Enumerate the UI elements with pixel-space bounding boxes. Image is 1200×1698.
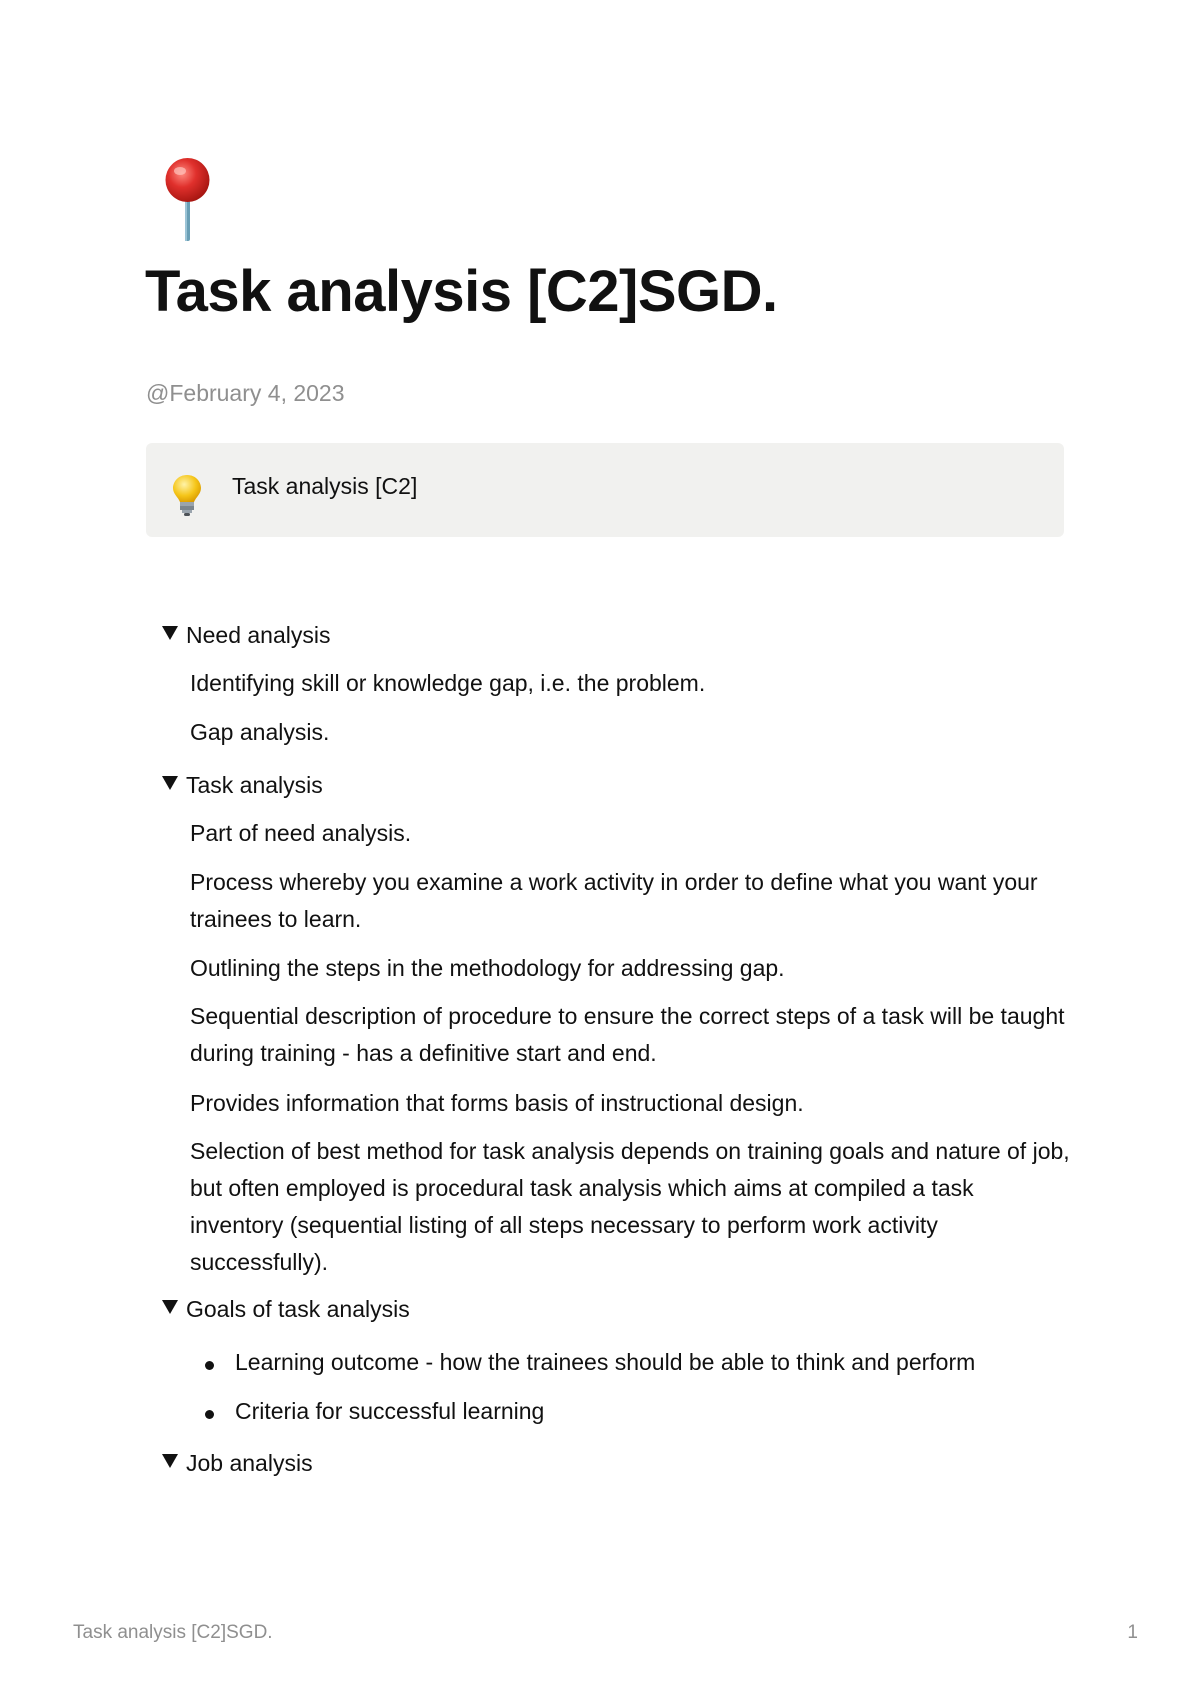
toggle-need-analysis[interactable] [162,622,330,649]
footer-title: Task analysis [C2]SGD. [73,1622,273,1643]
toggle-goals-of-task-analysis[interactable] [162,1296,410,1323]
list-item-text: Learning outcome - how the trainees should be able to think and perform [235,1349,976,1375]
footer-page-number: 1 [1127,1622,1138,1643]
paragraph: Gap analysis. [190,719,330,745]
list-item [205,1349,975,1376]
toggle-label: Task analysis [186,772,323,798]
caret-down-icon[interactable] [162,776,178,790]
caret-down-icon[interactable] [162,1454,178,1468]
paragraph: Process whereby you examine a work activity in order to define what you want your trainees to learn. [190,869,1038,932]
paragraph: Part of need analysis. [190,820,412,846]
toggle-job-analysis[interactable] [162,1450,313,1477]
caret-down-icon[interactable] [162,626,178,640]
callout [146,443,1064,537]
page-date: @February 4, 2023 [146,380,345,406]
toggle-label: Goals of task analysis [186,1296,410,1322]
list-item-text: Criteria for successful learning [235,1398,545,1424]
bullet-dot-icon [205,1361,214,1370]
lightbulb-icon [172,473,202,517]
caret-down-icon[interactable] [162,1300,178,1314]
paragraph: Selection of best method for task analysis depends on training goals and nature of job, but often employed is procedural task analysis which aims at compiled a task inventory (sequential listing of all steps necessary to perform work activity successfully). [190,1138,1070,1275]
list-item [205,1398,544,1425]
callout-text: Task analysis [C2] [232,473,418,499]
toggle-label: Job analysis [186,1450,313,1476]
page-title: Task analysis [C2]SGD. [145,259,778,324]
paragraph: Provides information that forms basis of instructional design. [190,1090,804,1116]
paragraph: Identifying skill or knowledge gap, i.e. the problem. [190,670,706,696]
toggle-label: Need analysis [186,622,331,648]
paragraph: Sequential description of procedure to ensure the correct steps of a task will be taught during training - has a definitive start and end. [190,1003,1065,1066]
bullet-dot-icon [205,1410,214,1419]
toggle-task-analysis[interactable] [162,772,323,799]
paragraph: Outlining the steps in the methodology for addressing gap. [190,955,785,981]
pushpin-icon [158,155,218,245]
